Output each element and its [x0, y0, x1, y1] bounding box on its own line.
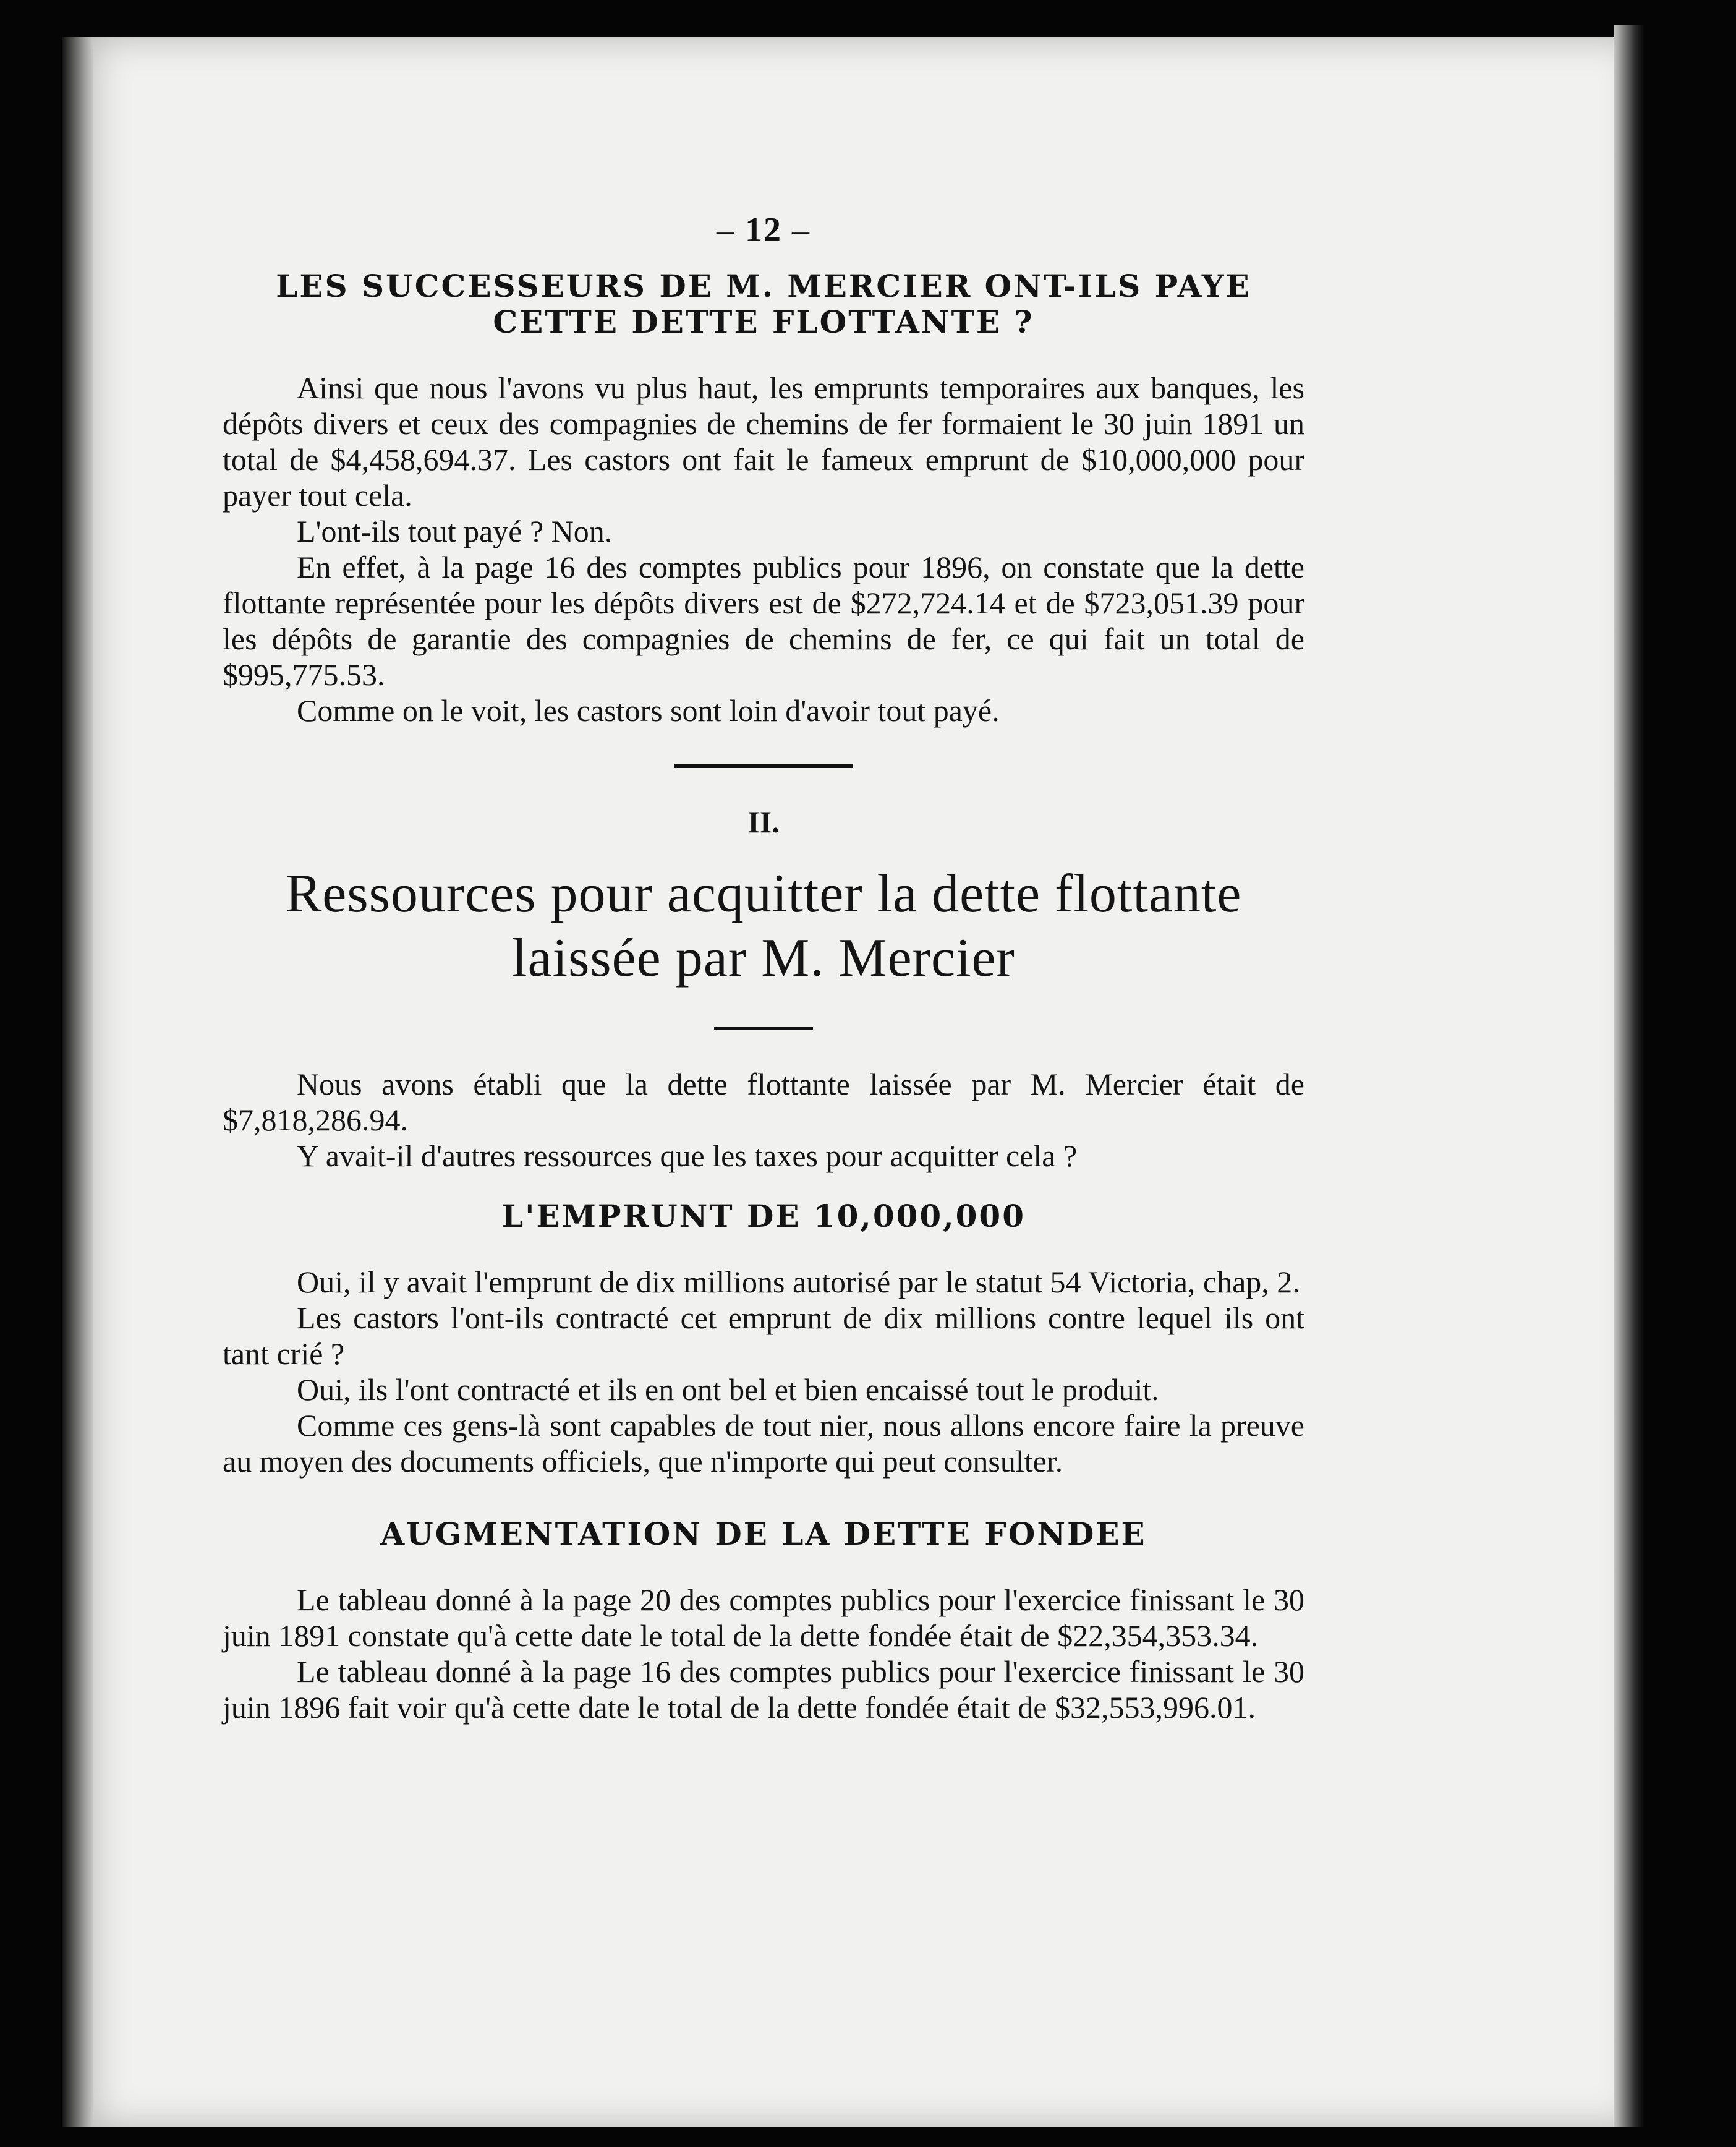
- text-column: [223, 210, 1304, 1725]
- heading-successeurs: LES SUCCESSEURS DE M. MERCIER ONT-ILS PAYE CETTE DETTE FLOTTANTE ?: [276, 268, 1251, 340]
- paragraph-9: Oui, ils l'ont contracté et ils en ont bel et bien encaissé tout le produit.: [297, 1372, 1159, 1407]
- paragraph-12: Le tableau donné à la page 16 des comptes publics pour l'exercice finissant le 30 juin 1896 fait voir qu'à cette date le total de la dette fondée était de $32,553,996.01.: [223, 1654, 1304, 1725]
- paragraph-3: En effet, à la page 16 des comptes publics pour 1896, on constate que la dette flottante représentée pour les dépôts divers est de $272,724.14 et de $723,051.39 pour les dépôts de garantie des compagnies de chemins de fer, ce qui fait un total de $995,775.53.: [223, 550, 1304, 692]
- right-page-edge: [1614, 25, 1645, 2127]
- heading-augmentation: AUGMENTATION DE LA DETTE FONDEE: [380, 1516, 1147, 1552]
- paragraph-7: Oui, il y avait l'emprunt de dix millions autorisé par le statut 54 Victoria, chap, 2.: [297, 1265, 1300, 1299]
- paragraph-1: Ainsi que nous l'avons vu plus haut, les emprunts temporaires aux banques, les dépôts divers et ceux des compagnies de chemins de fer formaient le 30 juin 1891 un total de $4,458,694.37. Les castors ont fait le fameux emprunt de $10,000,000 pour payer tout cela.: [223, 370, 1304, 513]
- paragraph-8: Les castors l'ont-ils contracté cet emprunt de dix millions contre lequel ils ont tant crié ?: [223, 1300, 1304, 1371]
- paragraph-6: Y avait-il d'autres ressources que les taxes pour acquitter cela ?: [297, 1138, 1078, 1173]
- section-number: II.: [747, 805, 780, 839]
- paragraph-10: Comme ces gens-là sont capables de tout nier, nous allons encore faire la preuve au moyen des documents officiels, que n'importe qui peut consulter.: [223, 1408, 1304, 1479]
- paragraph-2: L'ont-ils tout payé ? Non.: [297, 514, 613, 548]
- divider-rule: [674, 764, 853, 768]
- paragraph-11: Le tableau donné à la page 20 des comptes publics pour l'exercice finissant le 30 juin 1891 constate qu'à cette date le total de la dette fondée était de $22,354,353.34.: [223, 1582, 1304, 1653]
- section-title: Ressources pour acquitter la dette flottante laissée par M. Mercier: [285, 864, 1242, 988]
- paragraph-5: Nous avons établi que la dette flottante laissée par M. Mercier était de $7,818,286.94.: [223, 1067, 1304, 1137]
- heading-emprunt: L'EMPRUNT DE 10,000,000: [501, 1198, 1026, 1234]
- page-number: – 12 –: [717, 211, 811, 249]
- paragraph-4: Comme on le voit, les castors sont loin d'avoir tout payé.: [297, 693, 1000, 728]
- divider-rule-short: [714, 1027, 813, 1030]
